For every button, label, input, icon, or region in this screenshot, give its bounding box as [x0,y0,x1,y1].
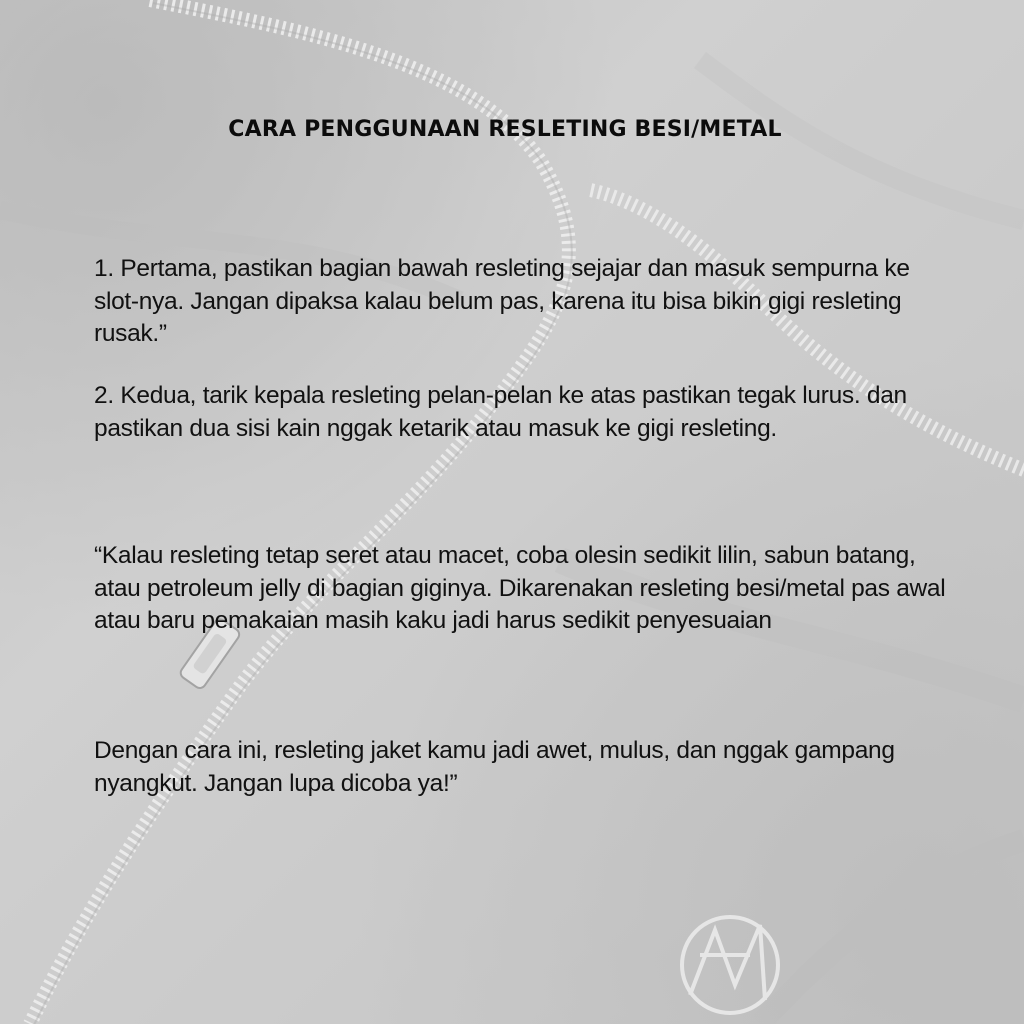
tip-text: “Kalau resleting tetap seret atau macet, coba olesin sedikit lilin, sabun batang, atau petroleum jelly di bagian giginya. Dikarenakan resleting besi/metal pas awal atau baru pemakaian masih kaku jadi harus sedikit penyesuaian [94,542,946,634]
step-1-text: 1. Pertama, pastikan bagian bawah resleting sejajar dan masuk sempurna ke slot-nya. Jangan dipaksa kalau belum pas, karena itu bisa bikin gigi resleting rusak.” [94,255,910,347]
closing-text: Dengan cara ini, resleting jaket kamu jadi awet, mulus, dan nggak gampang nyangkut. Jangan lupa dicoba ya!” [94,737,895,797]
step-2-text: 2. Kedua, tarik kepala resleting pelan-pelan ke atas pastikan tegak lurus. dan pastikan dua sisi kain nggak ketarik atau masuk ke gigi resleting. [94,382,907,442]
page-title: CARA PENGGUNAAN RESLETING BESI/METAL [228,117,782,142]
